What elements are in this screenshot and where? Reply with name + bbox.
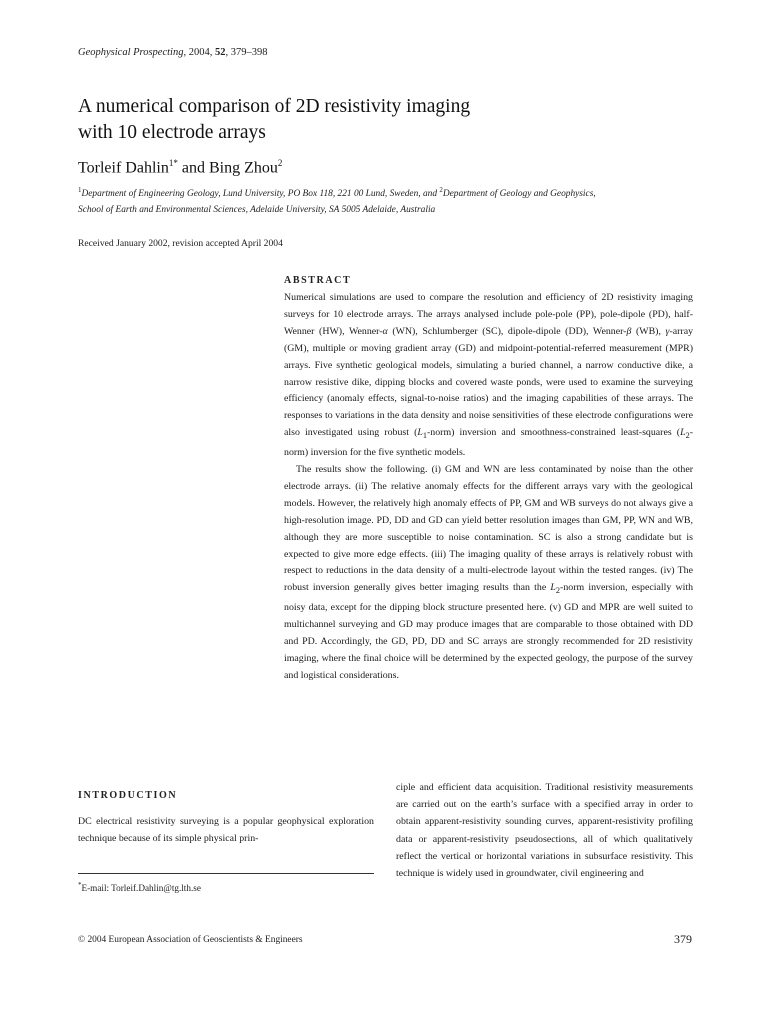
author-1: Torleif Dahlin [78,159,169,177]
footnote-email: E-mail: Torleif.Dahlin@tg.lth.se [81,883,201,894]
l2-subscript: 2 [555,586,561,596]
l2-symbol: L [550,582,556,594]
page-number: 379 [674,932,692,946]
affil-sup-2: 2 [439,186,443,194]
abstract-text: -norm) inversion and smoothness-constrained least-squares ( [427,427,681,439]
l2-subscript: 2 [685,431,690,441]
abstract-text: (WN), Schlumberger (SC), dipole-dipole (DD), Wenner- [387,325,627,337]
affil-sup-1: 1 [78,186,82,194]
abstract-text: -array (GM), multiple or moving gradient array (GD) and midpoint-potential-referred measurement (MPR) arrays. Five synthetic geological models, simulating a buried channel, a narrow conductive dike, a narrow resistive dike, dipping blocks and covered waste ponds, were used to examine the surveying efficiency (anomaly effects, signal-to-noise ratios) and the imaging capabilities of these arrays. The responses to variations in the data density and noise sensitivities of these electrode configurations were also investigated using robust ( [284,325,694,439]
footnote [78,881,201,893]
authors [78,158,282,177]
introduction-left-column: DC electrical resistivity surveying is a popular geophysical exploration technique because of its simple physical prin- [78,816,374,844]
affiliation-1: Department of Engineering Geology, Lund University, PO Box 118, 221 00 Lund, Sweden, and [81,189,440,200]
author-1-sup: 1* [168,158,178,168]
title-line-2: with 10 electrode arrays [78,122,266,143]
journal-year: 2004, [186,47,215,58]
abstract-text: -norm inversion, especially with noisy data, except for the dipping block structure presented here. (v) GD and MPR are well suited to multichannel surveying and GD may produce images that are comparable to those obtained with DD and PD. Accordingly, the GD, PD, DD and SC arrays are strongly recommended for 2D resistivity imaging, where the final choice will be determined by the expected geology, the purpose of the survey and logistical considerations. [284,582,694,681]
introduction-heading: INTRODUCTION [78,790,178,801]
affiliation-2-line-1: Department of Geology and Geophysics, [442,189,596,200]
journal-pages: , 379–398 [225,47,268,58]
abstract-text: -norm) inversion for the five synthetic models. [284,427,693,459]
introduction-right-column: ciple and efficient data acquisition. Traditional resistivity measurements are carried out on the earth’s surface with a specified array in order to obtain apparent-resistivity sounding curves, apparent-resistivity profiling data or apparent-resistivity pseudosections, all of which qualitatively reflect the vertical or horizontal variations in subsurface resistivity. This technique is widely used in groundwater, civil engineering and [396,782,693,880]
received-date: Received January 2002, revision accepted April 2004 [78,238,283,249]
beta-symbol: β [626,325,632,337]
abstract-text: The results show the following. (i) GM and WN are less contaminated by noise than the other electrode arrays. (ii) The relative anomaly effects for the different arrays vary with the geological models. However, the relatively high anomaly effects of PP, GM and WB surveys do not always give a high-resolution image. PD, DD and GD can yield better resolution images than GM, PP, WN and WB, although they are more susceptible to noise contamination. SC is also a strong candidate but is expected to give more edge effects. (iii) The imaging quality of these arrays is relatively robust with respect to reductions in the data density of a multi-electrode layout within the tested ranges. (iv) The robust inversion generally gives better imaging results than the [284,464,693,594]
copyright-notice: © 2004 European Association of Geoscientists & Engineers [78,935,303,945]
abstract-text: Numerical simulations are used to compare the resolution and efficiency of 2D resistivity imaging surveys for 10 electrode arrays. The arrays analysed include pole-pole (PP), pole-dipole (PD), half-Wenner (HW), Wenner- [284,292,693,337]
journal-name: Geophysical Prospecting, [78,47,187,58]
footnote-divider [78,873,374,874]
l1-symbol: L [417,427,423,439]
abstract-paragraph-2 [284,462,693,685]
author-2: Bing Zhou [208,159,278,177]
author-connector: and [177,159,209,177]
abstract-paragraph-1 [284,290,693,462]
affiliations [78,182,698,218]
journal-reference [78,47,267,58]
affiliation-2-line-2: School of Earth and Environmental Sciences, Adelaide University, SA 5005 Adelaide, Australia [78,205,436,216]
abstract-body [284,290,693,685]
alpha-symbol: α [382,325,388,337]
footnote-marker: * [78,881,82,889]
paper-title [78,94,598,146]
journal-volume: 52 [214,47,226,58]
gamma-symbol: γ [665,325,670,337]
l1-subscript: 1 [422,431,427,441]
abstract-heading: ABSTRACT [284,275,352,286]
author-2-sup: 2 [277,158,283,168]
l2-symbol: L [680,427,686,439]
title-line-1: A numerical comparison of 2D resistivity imaging [78,96,471,117]
abstract-text: (WB), [631,325,666,337]
